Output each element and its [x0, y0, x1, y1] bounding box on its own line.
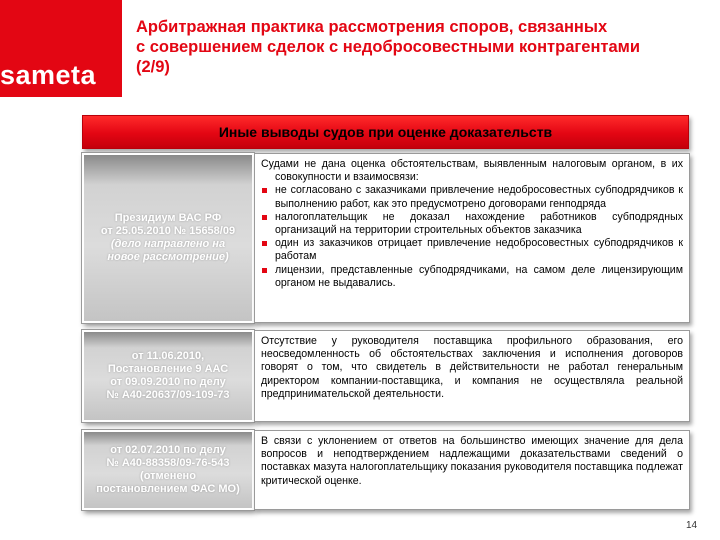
case-finding-1	[254, 153, 690, 323]
case-label-line: постановлением ФАС МО)	[96, 483, 240, 495]
case-label-note: (дело направлено на	[110, 238, 226, 250]
title-line-3: (2/9)	[136, 58, 170, 76]
case-label-3	[82, 430, 254, 510]
finding-bullet: налогоплательщик не доказал нахождение работников субподрядных организаций на территории строительных объектов заказчика	[261, 211, 683, 237]
case-label-line: от 02.07.2010 по делу	[110, 444, 226, 456]
page-number: 14	[686, 520, 698, 531]
case-label-line: (отменено	[140, 470, 196, 482]
finding-bullet: не согласовано с заказчиками привлечение недобросовестных субподрядчиков к выполнению работ, как это предусмотрено договорами генподряда	[261, 184, 683, 210]
case-label-line: от 09.09.2010 по делу	[110, 376, 226, 388]
bullet-icon	[262, 241, 267, 246]
case-finding-3: В связи с уклонением от ответов на большинство имеющих значение для дела вопросов и неподтверждением надлежащими доказательствами сведений о поставках мазута налогоплательщику показания руководителя поставщика подлежат критической оценке.	[254, 430, 690, 510]
case-label-line: № А40-88358/09-76-543	[106, 457, 230, 469]
bullet-icon	[262, 215, 267, 220]
bullet-icon	[262, 188, 267, 193]
section-banner: Иные выводы судов при оценке доказательств	[82, 115, 689, 149]
finding-bullet-list	[261, 184, 683, 290]
finding-intro: Судами не дана оценка обстоятельствам, выявленным налоговым органом, в их совокупности и взаимосвязи:	[261, 158, 683, 184]
case-label-line: Президиум ВАС РФ	[114, 212, 222, 224]
finding-bullet: лицензии, представленные субподрядчиками, на самом деле лицензирующим органом не выдавались.	[261, 264, 683, 290]
slide-title	[136, 17, 696, 77]
case-label-2	[82, 330, 254, 422]
title-line-2: с совершением сделок с недобросовестными контрагентами	[136, 38, 641, 56]
case-label-line: от 11.06.2010,	[131, 350, 205, 362]
bullet-icon	[262, 268, 267, 273]
case-finding-2: Отсутствие у руководителя поставщика профильного образования, его неосведомленность об обстоятельствах заключения и исполнения договоров говорят о том, что свидетель в действительности не работал генеральным директором компании-поставщика, и компания не осуществляла реальной предпринимательской деятельности.	[254, 330, 690, 422]
case-label-line: № А40-20637/09-109-73	[106, 389, 230, 401]
case-label-line: от 25.05.2010 № 15658/09	[100, 225, 236, 237]
case-label-line: Постановление 9 ААС	[107, 363, 229, 375]
brand-logo-block	[0, 0, 122, 97]
brand-logo-text: sameta	[0, 60, 97, 90]
case-label-note: новое рассмотрение)	[107, 251, 229, 263]
title-line-1: Арбитражная практика рассмотрения споров, связанных	[136, 18, 608, 36]
finding-bullet: один из заказчиков отрицает привлечение недобросовестных субподрядчиков к работам	[261, 237, 683, 263]
case-label-1	[82, 153, 254, 323]
